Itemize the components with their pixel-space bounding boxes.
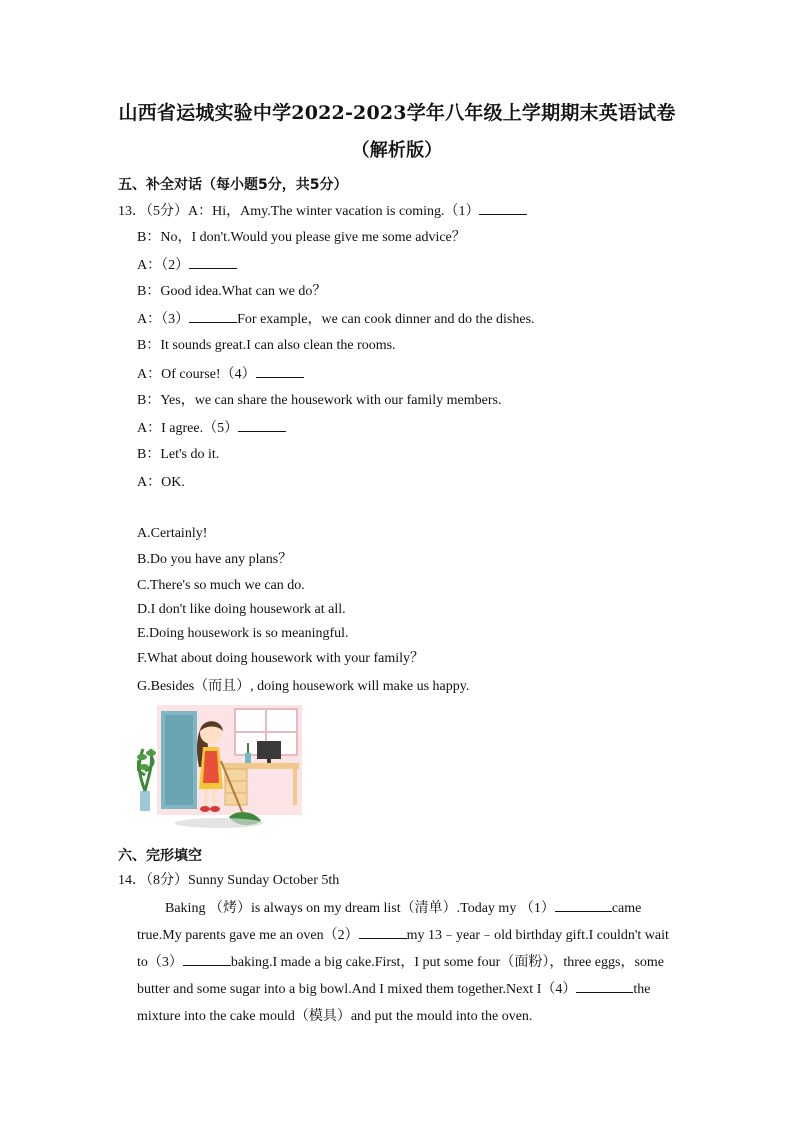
dialogue-line-8: B：Yes，we can share the housework with our family members. — [137, 393, 502, 408]
cloze-blank-4[interactable] — [576, 980, 633, 993]
section-5-heading: 五、补全对话（每小题5分，共5分） — [118, 177, 348, 193]
question-13-first-line — [118, 202, 527, 221]
option-b: B.Do you have any plans？ — [137, 552, 293, 567]
cloze-blank-1[interactable] — [555, 899, 612, 912]
question-13-number: 13．（5分） — [118, 204, 188, 219]
cloze-blank-2[interactable] — [359, 926, 407, 939]
answer-blank-3[interactable] — [189, 310, 237, 323]
option-c: C.There's so much we can do. — [137, 578, 305, 593]
passage-line-4-text: butter and some sugar into a big bowl.And I mixed them together.Next I（4） — [137, 982, 577, 997]
passage-line-4 — [137, 980, 675, 999]
dialogue-line-7-text: A：Of course!（4） — [137, 367, 256, 382]
passage-line-2 — [137, 926, 675, 945]
dialogue-line-5-tail: For example，we can cook dinner and do the dishes. — [237, 312, 535, 327]
dialogue-line-2: B：No，I don't.Would you please give me some advice？ — [137, 230, 466, 245]
question-14-first-line — [118, 872, 339, 890]
answer-blank-4[interactable] — [256, 365, 304, 378]
dialogue-line-1: A：Hi，Amy.The winter vacation is coming.（1） — [188, 204, 480, 219]
dialogue-line-11: A：OK. — [137, 475, 185, 490]
option-d: D.I don't like doing housework at all. — [137, 602, 346, 617]
dialogue-line-3-text: A：（2） — [137, 258, 190, 273]
cloze-blank-3[interactable] — [183, 953, 231, 966]
passage-line-4-tail: the — [633, 982, 651, 997]
dialogue-line-5-text: A：（3） — [137, 312, 190, 327]
question-14-intro: Sunny Sunday October 5th — [188, 873, 340, 888]
girl-mopping-illustration — [137, 705, 302, 832]
option-f: F.What about doing housework with your family？ — [137, 651, 425, 666]
passage-line-3-tail: baking.I made a big cake.First，I put some four（面粉），three eggs，some — [230, 955, 665, 970]
answer-blank-5[interactable] — [238, 419, 286, 432]
dialogue-line-9 — [137, 419, 286, 438]
dialogue-line-10: B：Let's do it. — [137, 447, 220, 462]
passage-line-1-tail: came — [611, 901, 642, 916]
section-6-heading: 六、完形填空 — [118, 848, 202, 864]
option-a: A.Certainly! — [137, 526, 208, 541]
passage-line-1 — [137, 899, 675, 918]
option-e: E.Doing housework is so meaningful. — [137, 626, 349, 641]
dialogue-line-7 — [137, 365, 304, 384]
passage-line-2-tail: my 13﹣year﹣old birthday gift.I couldn't wait — [406, 928, 669, 943]
dialogue-line-4: B：Good idea.What can we do？ — [137, 284, 327, 299]
question-14-number: 14．（8分） — [118, 873, 188, 888]
option-g: G.Besides（而且）, doing housework will make us happy. — [137, 679, 470, 694]
passage-line-3 — [137, 953, 675, 972]
passage-line-5: mixture into the cake mould（模具）and put the mould into the oven. — [137, 1009, 533, 1024]
passage-line-3-text: to（3） — [137, 955, 183, 970]
answer-blank-1[interactable] — [479, 202, 527, 215]
dialogue-line-6: B：It sounds great.I can also clean the rooms. — [137, 338, 396, 353]
document-subtitle: （解析版） — [351, 140, 443, 161]
passage-line-2-text: true.My parents gave me an oven（2） — [137, 928, 359, 943]
dialogue-line-5 — [137, 310, 535, 329]
passage-line-1-text: Baking （烤）is always on my dream list（清单）.Today my （1） — [165, 901, 555, 916]
dialogue-line-9-text: A：I agree.（5） — [137, 421, 239, 436]
document-title: 山西省运城实验中学2022-2023学年八年级上学期期末英语试卷 — [118, 102, 676, 124]
dialogue-line-3 — [137, 256, 237, 275]
answer-blank-2[interactable] — [189, 256, 237, 269]
